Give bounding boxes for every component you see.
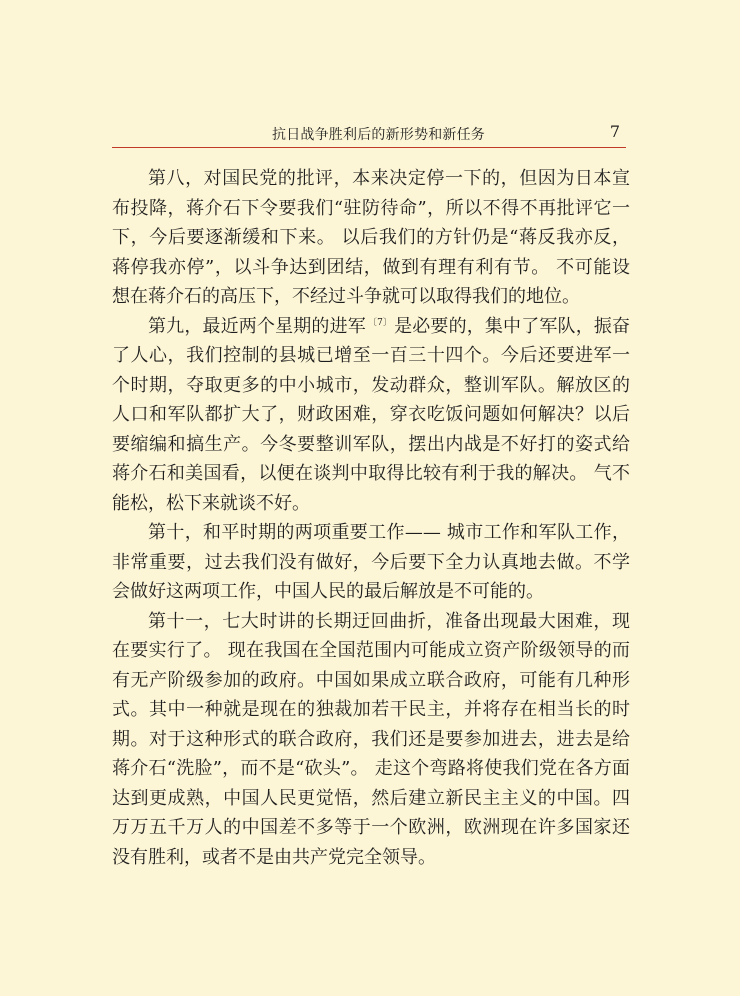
paragraph-11: 第十一，七大时讲的长期迂回曲折，准备出现最大困难，现在要实行了。 现在我国在全国范围内可能成立资产阶级领导的而有无产阶级参加的政府。中国如果成立联合政府，可能有几种形式。其中一种就是现在的独裁加若干民主，并将存在相当长的时期。对于这种形式的联合政府，我们还是要参加进去，进去是给蒋介石“洗脸”，而不是“砍头”。 走这个弯路将使我们党在各方面达到更成熟，中国人民更觉悟，然后建立新民主主义的中国。四万万五千万人的中国差不多等于一个欧洲，欧洲现在许多国家还没有胜利，或者不是由共产党完全领导。 bbox=[112, 610, 630, 868]
body-text bbox=[112, 164, 630, 872]
paragraph-9-text-after-note: 是必要的，集中了军队，振奋了人心，我们控制的县城已增至一百三十四个。今后还要进军一个时期，夺取更多的中小城市，发动群众，整训军队。解放区的人口和军队都扩大了，财政困难，穿衣吃饭问题如何解决？以后要缩编和搞生产。今冬要整训军队，摆出内战是不好打的姿式给蒋介石和美国看，以便在谈判中取得比较有利于我的解决。 气不能松，松下来就谈不好。 bbox=[112, 315, 631, 514]
paragraph-8: 第八，对国民党的批评，本来决定停一下的，但因为日本宣布投降，蒋介石下令要我们“驻防待命”，所以不得不再批评它一下，今后要逐渐缓和下来。 以后我们的方针仍是“蒋反我亦反，蒋停我亦停”，以斗争达到团结，做到有理有利有节。 不可能设想在蒋介石的高压下，不经过斗争就可以取得我们的地位。 bbox=[112, 168, 630, 307]
paragraph-9 bbox=[112, 312, 630, 519]
paragraph-9-text-before-note: 第九，最近两个星期的进军 bbox=[148, 315, 366, 337]
running-header-title: 抗日战争胜利后的新形势和新任务 bbox=[272, 127, 485, 143]
page-number: 7 bbox=[609, 122, 620, 141]
footnote-marker: 〔7〕 bbox=[367, 317, 393, 328]
running-header bbox=[112, 120, 626, 148]
paragraph-10: 第十，和平时期的两项重要工作—— 城市工作和军队工作，非常重要，过去我们没有做好，今后要下全力认真地去做。不学会做好这两项工作，中国人民的最后解放是不可能的。 bbox=[112, 522, 630, 602]
header-rule bbox=[112, 147, 626, 148]
